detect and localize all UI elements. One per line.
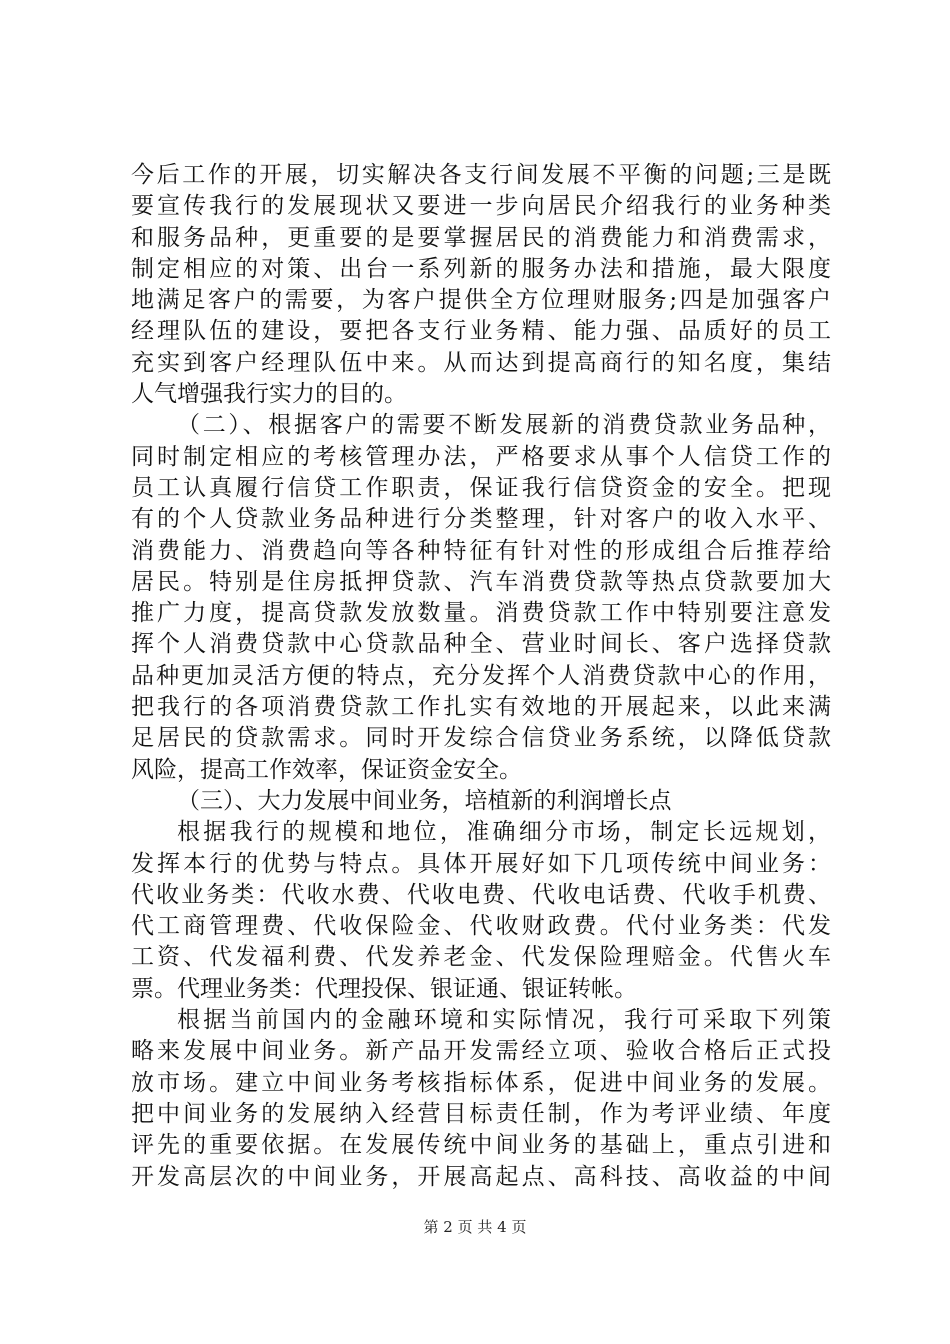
text-line: 略来发展中间业务。新产品开发需经立项、验收合格后正式投 (131, 1038, 831, 1065)
text-line: 代工商管理费、代收保险金、代收财政费。代付业务类：代发 (131, 913, 831, 940)
text-line: 代收业务类：代收水费、代收电费、代收电话费、代收手机费、 (131, 881, 831, 908)
text-line: 今后工作的开展，切实解决各支行间发展不平衡的问题;三是既 (131, 162, 831, 188)
text-line: 同时制定相应的考核管理办法，严格要求从事个人信贷工作的 (131, 443, 831, 470)
text-line: 票。代理业务类：代理投保、银证通、银证转帐。 (131, 975, 637, 1002)
text-line: 推广力度，提高贷款发放数量。消费贷款工作中特别要注意发 (131, 600, 831, 627)
text-line: 根据当前国内的金融环境和实际情况，我行可采取下列策 (177, 1007, 831, 1034)
text-line: （二）、根据客户的需要不断发展新的消费贷款业务品种， (177, 412, 831, 439)
text-line: 把中间业务的发展纳入经营目标责任制，作为考评业绩、年度 (131, 1100, 831, 1127)
text-line: 发挥本行的优势与特点。具体开展好如下几项传统中间业务： (131, 850, 831, 877)
text-line: 充实到客户经理队伍中来。从而达到提高商行的知名度，集结 (131, 349, 831, 376)
text-line: 把我行的各项消费贷款工作扎实有效地的开展起来，以此来满 (131, 694, 831, 721)
document-body (131, 160, 831, 1193)
text-line: 评先的重要依据。在发展传统中间业务的基础上，重点引进和 (131, 1132, 831, 1159)
text-line: 制定相应的对策、出台一系列新的服务办法和措施，最大限度 (131, 255, 831, 282)
page-footer: 第 2 页 共 4 页 (423, 1218, 527, 1236)
text-line: 要宣传我行的发展现状又要进一步向居民介绍我行的业务种类 (131, 193, 831, 220)
text-line: 足居民的贷款需求。同时开发综合信贷业务系统，以降低贷款 (131, 725, 831, 752)
text-line: 风险，提高工作效率，保证资金安全。 (131, 756, 522, 783)
text-line: （三）、大力发展中间业务，培植新的利润增长点 (177, 787, 672, 814)
text-line: 人气增强我行实力的目的。 (131, 381, 407, 408)
text-line: 开发高层次的中间业务，开展高起点、高科技、高收益的中间 (131, 1163, 831, 1190)
text-line: 居民。特别是住房抵押贷款、汽车消费贷款等热点贷款要加大 (131, 568, 831, 595)
text-line: 挥个人消费贷款中心贷款品种全、营业时间长、客户选择贷款 (131, 631, 831, 658)
text-line: 和服务品种，更重要的是要掌握居民的消费能力和消费需求， (131, 224, 831, 251)
text-line: 品种更加灵活方便的特点，充分发挥个人消费贷款中心的作用， (131, 662, 831, 689)
text-line: 员工认真履行信贷工作职责，保证我行信贷资金的安全。把现 (131, 474, 831, 501)
text-line: 放市场。建立中间业务考核指标体系，促进中间业务的发展。 (131, 1069, 831, 1096)
text-line: 工资、代发福利费、代发养老金、代发保险理赔金。代售火车 (131, 944, 831, 971)
text-line: 根据我行的规模和地位，准确细分市场，制定长远规划， (177, 819, 831, 846)
text-line: 有的个人贷款业务品种进行分类整理，针对客户的收入水平、 (131, 506, 831, 533)
text-line: 消费能力、消费趋向等各种特征有针对性的形成组合后推荐给 (131, 537, 831, 564)
text-line: 地满足客户的需要，为客户提供全方位理财服务;四是加强客户 (131, 287, 831, 314)
text-line: 经理队伍的建设，要把各支行业务精、能力强、品质好的员工 (131, 318, 831, 345)
